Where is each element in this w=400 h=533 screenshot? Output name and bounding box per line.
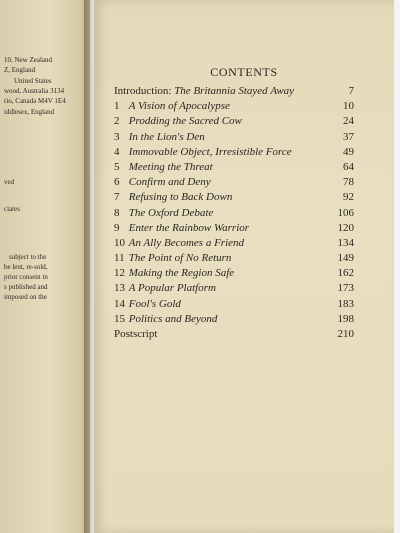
page-number: 120: [337, 221, 354, 234]
left-page-text: s published and: [4, 283, 48, 291]
chapter-title: The Oxford Debate: [128, 206, 214, 219]
toc-chapter: [114, 266, 354, 281]
chapter-title: Confirm and Deny: [128, 176, 211, 189]
chapter-number: 4: [114, 145, 120, 158]
postscript-label: Postscript: [114, 328, 158, 340]
chapter-title: Immovable Object, Irresistible Force: [128, 145, 292, 158]
chapter-number: 2: [114, 115, 120, 128]
chapter-number: 6: [114, 176, 120, 189]
contents-heading: CONTENTS: [210, 65, 278, 79]
toc-chapter: [114, 297, 354, 312]
page-number: 106: [337, 206, 354, 219]
toc-chapter: [114, 281, 354, 296]
toc-introduction: [114, 84, 354, 99]
page-number: 49: [343, 145, 354, 158]
intro-title: The Britannia Stayed Away: [174, 85, 295, 97]
toc-chapter: [114, 251, 354, 266]
toc-chapter: [114, 145, 354, 160]
left-page-text: ved: [4, 178, 15, 186]
chapter-title: Enter the Rainbow Warrior: [128, 221, 250, 234]
left-page-text: wood, Australia 3134: [4, 87, 65, 95]
left-page-text: subject to the: [9, 253, 47, 261]
toc-chapter: [114, 221, 354, 236]
chapter-number: 14: [114, 297, 125, 310]
toc-chapter: [114, 99, 354, 114]
chapter-title: Refusing to Back Down: [128, 191, 233, 204]
page-number: 210: [337, 328, 354, 340]
page-number: 183: [337, 297, 354, 310]
page-number: 78: [343, 176, 354, 189]
chapter-title: Prodding the Sacred Cow: [128, 115, 242, 128]
table-of-contents: [114, 84, 354, 342]
page-number: 162: [337, 267, 354, 280]
chapter-number: 9: [114, 221, 120, 234]
toc-chapter: [114, 190, 354, 205]
chapter-title: Fool's Gold: [128, 297, 181, 310]
chapter-number: 15: [114, 312, 125, 325]
left-page-text: be lent, re-sold,: [4, 263, 48, 271]
left-page-text: ciates: [4, 205, 20, 213]
intro-label: Introduction:: [114, 85, 172, 97]
chapter-title: Making the Region Safe: [128, 267, 235, 280]
left-page-text: imposed on the: [4, 293, 47, 301]
chapter-number: 13: [114, 282, 125, 295]
chapter-title: In the Lion's Den: [128, 130, 205, 143]
page-number: 173: [337, 282, 354, 295]
left-page-text: Z, England: [4, 66, 36, 74]
page-number: 92: [343, 191, 354, 204]
chapter-title: Politics and Beyond: [128, 312, 218, 325]
chapter-number: 3: [114, 130, 120, 143]
page-number: 198: [337, 312, 354, 325]
page-edge: [394, 0, 400, 533]
toc-chapter: [114, 160, 354, 175]
page-number: 10: [343, 100, 354, 113]
left-page-text: United States: [14, 77, 52, 85]
chapter-number: 8: [114, 206, 120, 219]
page-number: 149: [337, 252, 354, 265]
toc-chapter: [114, 236, 354, 251]
page-number: 7: [348, 85, 354, 97]
chapter-number: 11: [114, 252, 125, 265]
chapter-number: 10: [114, 236, 125, 249]
toc-chapter: [114, 114, 354, 129]
chapter-title: A Popular Platform: [128, 282, 216, 295]
chapter-title: The Point of No Return: [128, 252, 232, 265]
toc-postscript: [114, 327, 354, 342]
chapter-number: 1: [114, 100, 120, 113]
chapter-title: An Ally Becomes a Friend: [128, 236, 245, 249]
page-number: 64: [343, 160, 354, 173]
chapter-title: A Vision of Apocalypse: [128, 100, 230, 113]
chapter-title: Meeting the Threat: [128, 160, 213, 173]
chapter-number: 7: [114, 191, 120, 204]
page-number: 134: [337, 236, 354, 249]
left-page-text: prior consent in: [4, 273, 48, 281]
page-number: 37: [343, 130, 354, 143]
page-number: 24: [343, 115, 354, 128]
left-page: [0, 0, 90, 533]
left-page-text: iddlesex, England: [4, 108, 55, 116]
toc-chapter: [114, 175, 354, 190]
chapter-number: 5: [114, 160, 120, 173]
left-page-text: 10, New Zealand: [4, 56, 53, 64]
toc-chapter: [114, 312, 354, 327]
chapter-number: 12: [114, 267, 125, 280]
left-page-text: rio, Canada M4V 1E4: [4, 97, 66, 105]
toc-chapter: [114, 206, 354, 221]
toc-chapter: [114, 130, 354, 145]
